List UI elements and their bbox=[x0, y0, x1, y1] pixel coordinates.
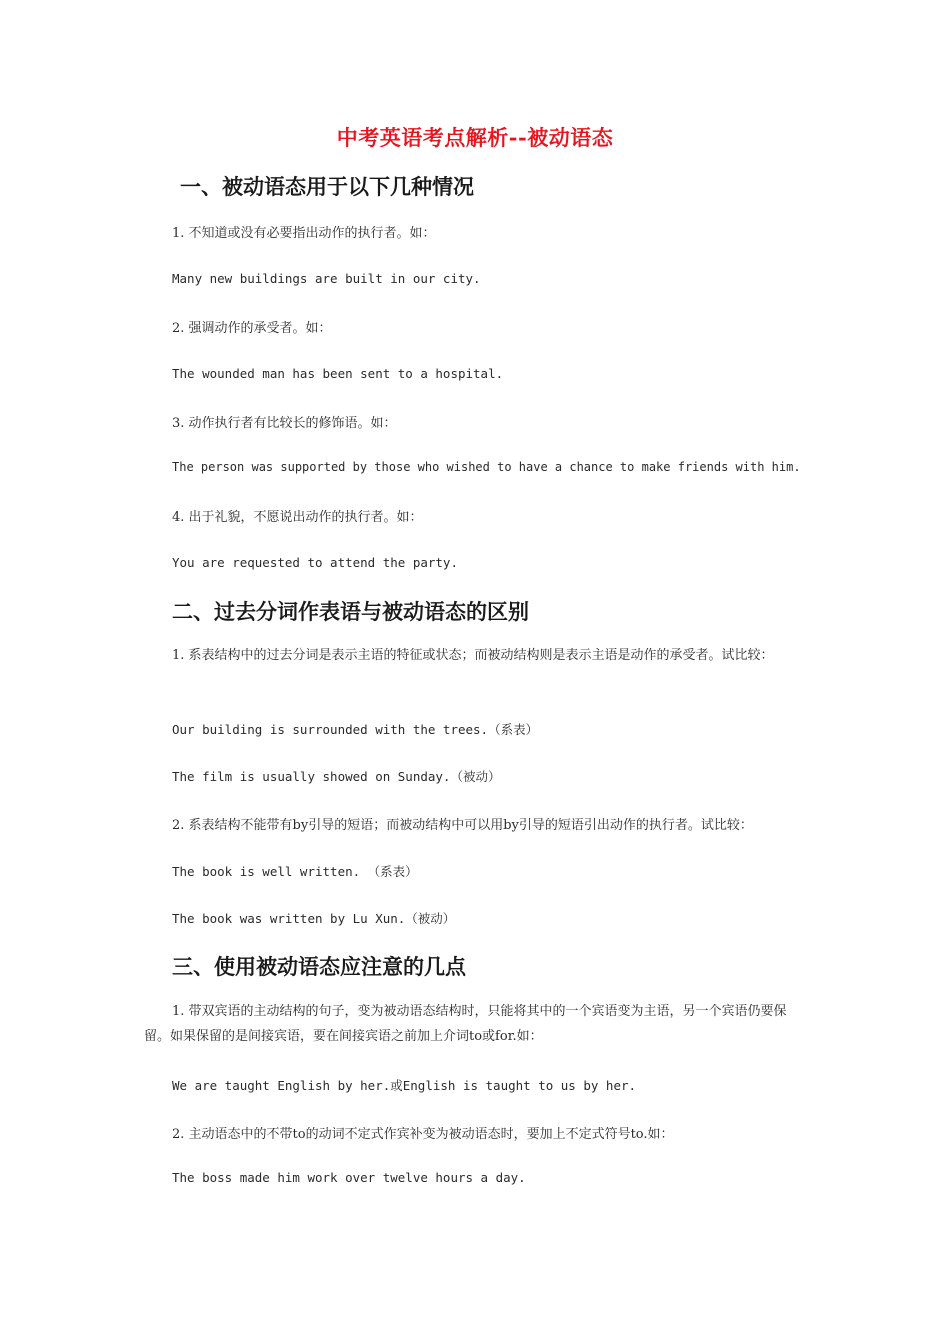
list-item: 3. 动作执行者有比较长的修饰语。如： bbox=[172, 416, 397, 431]
example-sentence: Many new buildings are built in our city. bbox=[172, 271, 481, 286]
example-sentence: We are taught English by her.或English is taught to us by her. bbox=[172, 1078, 637, 1093]
example-sentence: The book is well written. （系表） bbox=[172, 864, 418, 879]
example-sentence: You are requested to attend the party. bbox=[172, 555, 458, 570]
list-item: 2. 主动语态中的不带to的动词不定式作宾补变为被动语态时，要加上不定式符号to.如： bbox=[172, 1127, 674, 1142]
list-item: 1. 系表结构中的过去分词是表示主语的特征或状态；而被动结构则是表示主语是动作的承受者。试比较： bbox=[172, 648, 774, 663]
list-item: 1. 带双宾语的主动结构的句子，变为被动语态结构时，只能将其中的一个宾语变为主语，另一个宾语仍要保留。如果保留的是间接宾语，要在间接宾语之前加上介词to或for.如： bbox=[144, 1004, 787, 1044]
list-item: 1. 不知道或没有必要指出动作的执行者。如： bbox=[172, 226, 436, 241]
document-title: 中考英语考点解析--被动语态 bbox=[336, 125, 614, 150]
section-heading-1: 一、被动语态用于以下几种情况 bbox=[180, 174, 474, 199]
example-sentence: The person was supported by those who wished to have a chance to make friends with him. bbox=[172, 460, 801, 474]
list-item: 2. 系表结构不能带有by引导的短语；而被动结构中可以用by引导的短语引出动作的执行者。试比较： bbox=[172, 818, 753, 833]
list-item: 4. 出于礼貌，不愿说出动作的执行者。如： bbox=[172, 510, 423, 525]
example-sentence: The book was written by Lu Xun.（被动） bbox=[172, 911, 456, 926]
section-heading-3: 三、使用被动语态应注意的几点 bbox=[172, 954, 466, 979]
example-sentence: Our building is surrounded with the trees.（系表） bbox=[172, 722, 539, 737]
section-heading-2: 二、过去分词作表语与被动语态的区别 bbox=[172, 599, 529, 624]
example-sentence: The wounded man has been sent to a hospital. bbox=[172, 366, 504, 381]
list-item: 2. 强调动作的承受者。如： bbox=[172, 321, 332, 336]
example-sentence: The film is usually showed on Sunday.（被动） bbox=[172, 769, 501, 784]
example-sentence: The boss made him work over twelve hours a day. bbox=[172, 1170, 526, 1185]
